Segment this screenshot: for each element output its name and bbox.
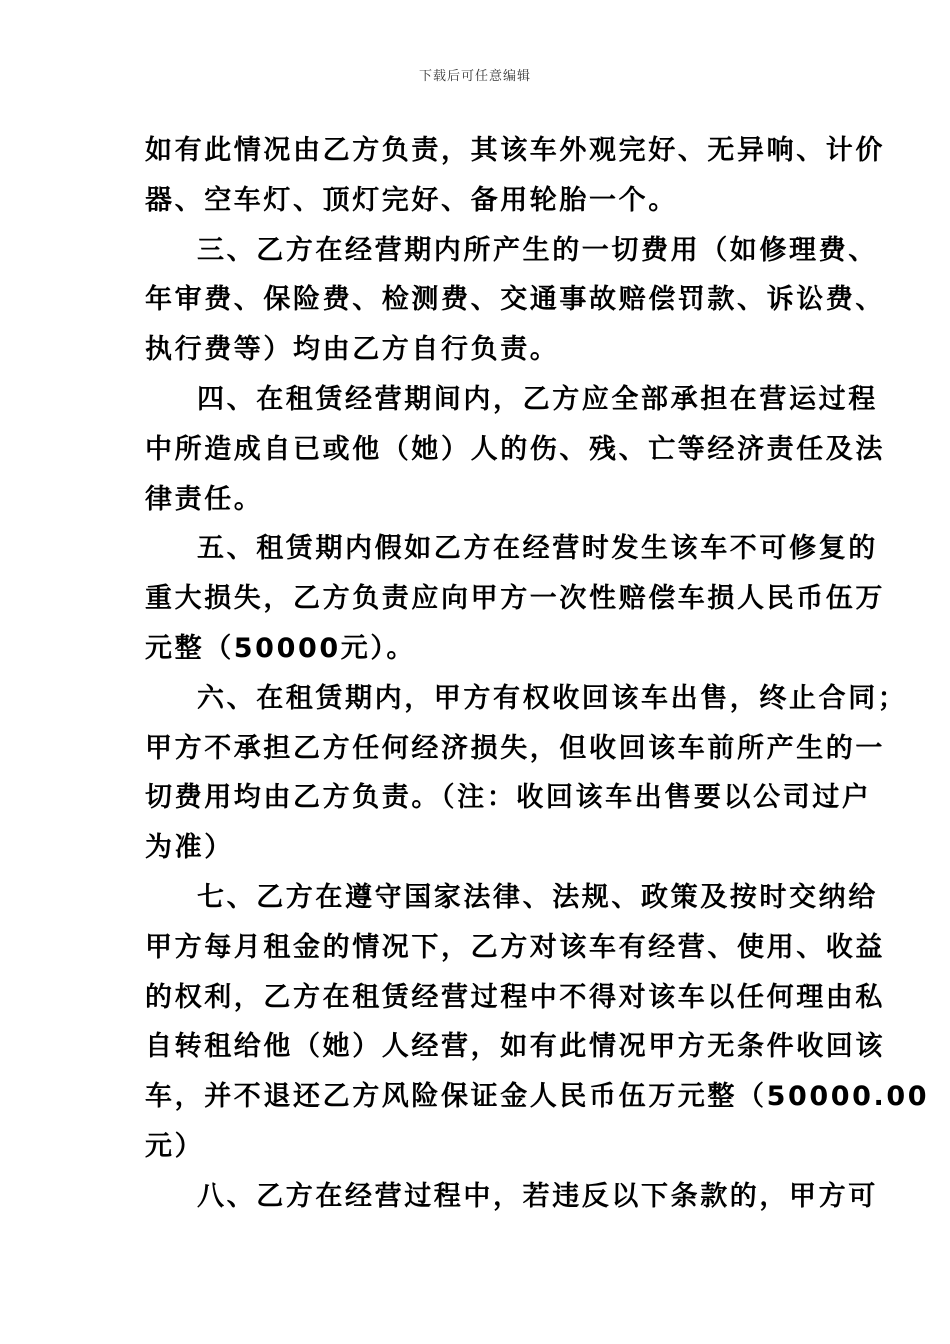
text-line: 甲方每月租金的情况下，乙方对该车有经营、使用、收益 <box>145 931 885 963</box>
text-line: 重大损失，乙方负责应向甲方一次性赔偿车损人民币伍万 <box>145 583 885 615</box>
text-line: 执行费等）均由乙方自行负责。 <box>145 334 560 366</box>
text-line: 元） <box>145 1130 205 1162</box>
text-line: 甲方不承担乙方任何经济损失，但收回该车前所产生的一 <box>145 732 885 764</box>
clause-8-start: 八、乙方在经营过程中，若违反以下条款的，甲方可 <box>197 1180 878 1212</box>
clause-4-start: 四、在租赁经营期间内，乙方应全部承担在营运过程 <box>197 383 878 415</box>
clause-6-start: 六、在租赁期内，甲方有权收回该车出售，终止合同； <box>197 682 908 714</box>
clause-7-start: 七、乙方在遵守国家法律、法规、政策及按时交纳给 <box>197 881 878 913</box>
text-line: 切费用均由乙方负责。（注：收回该车出售要以公司过户 <box>145 782 872 814</box>
text-line: 如有此情况由乙方负责，其该车外观完好、无异响、计价 <box>145 135 885 166</box>
text-line: 为准） <box>145 832 234 864</box>
text-line: 的权利，乙方在租赁经营过程中不得对该车以任何理由私 <box>145 981 885 1013</box>
text-line: 年审费、保险费、检测费、交通事故赔偿罚款、诉讼费、 <box>145 284 885 316</box>
text-line: 自转租给他（她）人经营，如有此情况甲方无条件收回该 <box>145 1031 885 1063</box>
page-header: 下载后可任意编辑 <box>418 69 531 84</box>
clause-5-start: 五、租赁期内假如乙方在经营时发生该车不可修复的 <box>197 533 878 565</box>
contract-body <box>145 126 930 1222</box>
text-line: 律责任。 <box>145 483 264 515</box>
clause-3-start: 三、乙方在经营期内所产生的一切费用（如修理费、 <box>197 234 878 266</box>
text-line: 元整（50000元）。 <box>145 632 417 664</box>
text-line: 器、空车灯、顶灯完好、备用轮胎一个。 <box>145 184 678 216</box>
text-line: 车，并不退还乙方风险保证金人民币伍万元整（50000.00 <box>145 1081 930 1113</box>
text-line: 中所造成自已或他（她）人的伤、残、亡等经济责任及法 <box>145 433 885 465</box>
